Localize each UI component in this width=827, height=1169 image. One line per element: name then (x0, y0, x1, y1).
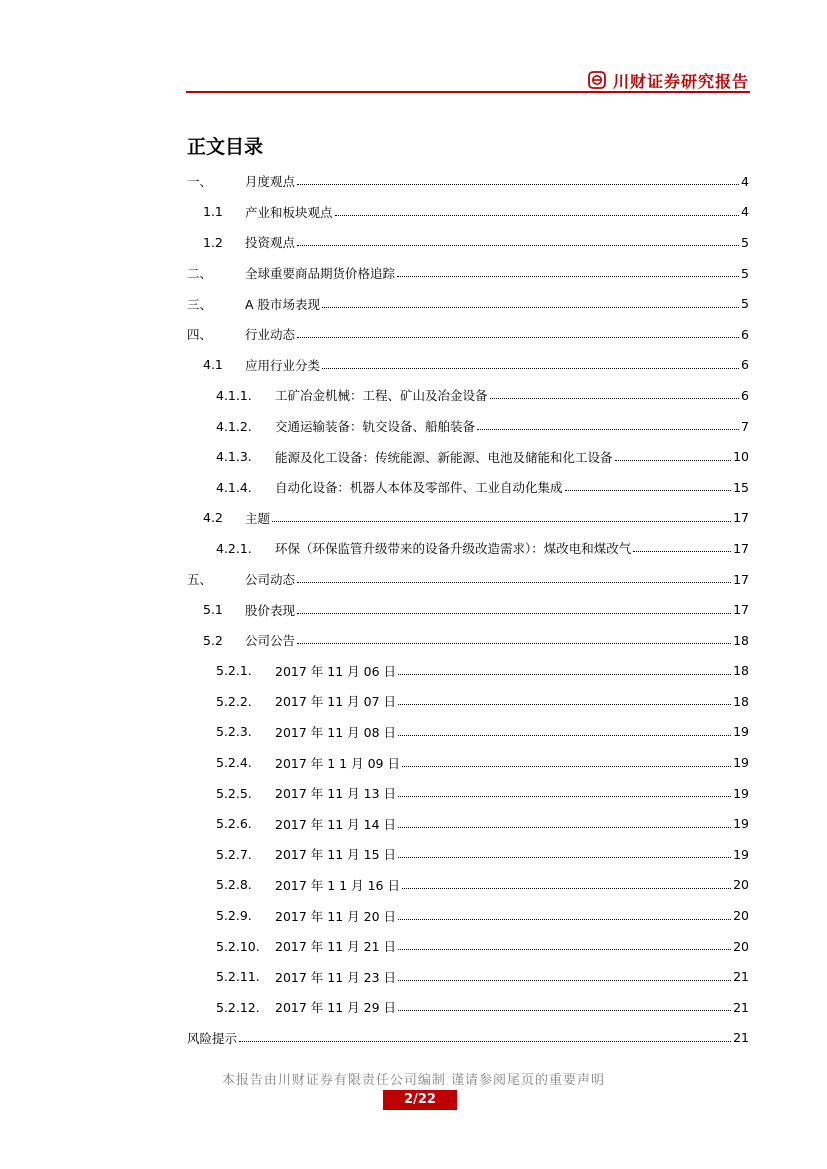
toc-dot-leader (398, 948, 731, 950)
toc-entry[interactable] (187, 839, 749, 870)
brand-title: 川财证券研究报告 (612, 71, 749, 91)
toc-entry-title: 主题 (245, 510, 271, 526)
toc-dot-leader (398, 703, 731, 705)
toc-entry-title: 2017 年 11 月 13 日 (275, 786, 396, 802)
toc-entry-number: 5.2 (203, 632, 223, 648)
toc-entry-title: 2017 年 11 月 23 日 (275, 969, 396, 985)
toc-entry-page: 10 (733, 449, 749, 465)
footer-disclaimer: 本报告由川财证券有限责任公司编制 谨请参阅尾页的重要声明 (221, 1073, 606, 1088)
toc-entry-title: 股价表现 (245, 602, 296, 618)
toc-entry[interactable] (187, 533, 749, 564)
toc-entry-page: 21 (733, 969, 749, 985)
toc-dot-leader (477, 428, 739, 430)
toc-entry[interactable] (187, 197, 749, 228)
toc-entry-title: 能源及化工设备：传统能源、新能源、电池及储能和化工设备 (275, 449, 613, 465)
toc-entry-page: 4 (741, 204, 749, 220)
toc-entry-page: 6 (741, 357, 749, 373)
toc-entry-title: 2017 年 11 月 20 日 (275, 908, 396, 924)
toc-dot-leader (297, 183, 739, 185)
toc-entry-title: 2017 年 11 月 06 日 (275, 663, 396, 679)
toc-entry-page: 7 (741, 418, 749, 434)
toc-title: 正文目录 (187, 136, 264, 158)
toc-entry-number: 4.1.3. (216, 449, 252, 465)
toc-dot-leader (272, 520, 731, 522)
toc-entry-page: 6 (741, 326, 749, 342)
toc-entry[interactable] (187, 870, 749, 901)
toc-entry-title: 交通运输装备：轨交设备、船舶装备 (275, 419, 476, 435)
toc-entry-number: 5.2.7. (216, 846, 252, 862)
toc-dot-leader (297, 336, 739, 338)
toc-dot-leader (565, 489, 732, 491)
toc-entry-number: 1.1 (203, 204, 223, 220)
toc-dot-leader (297, 612, 731, 614)
toc-entry-page: 4 (741, 173, 749, 189)
toc-entry-title: 风险提示 (187, 1030, 238, 1046)
toc-dot-leader (322, 367, 739, 369)
toc-entry[interactable] (187, 411, 749, 442)
toc-entry-page: 19 (733, 755, 749, 771)
toc-entry-page: 18 (733, 632, 749, 648)
toc-entry-number: 5.2.2. (216, 693, 252, 709)
toc-entry[interactable] (187, 625, 749, 656)
toc-entry[interactable] (187, 380, 749, 411)
toc-entry-page: 15 (733, 479, 749, 495)
toc-entry-title: 环保（环保监管升级带来的设备升级改造需求）：煤改电和煤改气 (275, 541, 632, 557)
toc-entry-title: 产业和板块观点 (245, 204, 333, 220)
toc-dot-leader (297, 581, 731, 583)
toc-entry-title: 工矿冶金机械：工程、矿山及冶金设备 (275, 388, 488, 404)
toc-entry-page: 5 (741, 234, 749, 250)
toc-entry[interactable] (187, 503, 749, 534)
toc-entry[interactable] (187, 350, 749, 381)
toc-entry[interactable] (187, 564, 749, 595)
toc-entry-page: 20 (733, 877, 749, 893)
toc-entry-number: 一、 (187, 174, 213, 190)
toc-entry[interactable] (187, 472, 749, 503)
toc-entry-page: 19 (733, 724, 749, 740)
toc-entry[interactable] (187, 808, 749, 839)
toc-entry[interactable] (187, 1023, 749, 1054)
toc-dot-leader (490, 397, 740, 399)
toc-entry-number: 4.1 (203, 357, 223, 373)
toc-entry-title: 2017 年 11 月 14 日 (275, 816, 396, 832)
toc-entry-title: 月度观点 (245, 174, 296, 190)
toc-entry-number: 5.2.3. (216, 724, 252, 740)
toc-entry-number: 二、 (187, 266, 213, 282)
toc-entry-title: 2017 年 1 1 月 16 日 (275, 877, 400, 893)
toc-entry-number: 5.2.8. (216, 877, 252, 893)
toc-entry-page: 19 (733, 846, 749, 862)
toc-entry-number: 5.2.12. (216, 999, 260, 1015)
toc-entry-number: 5.2.10. (216, 938, 260, 954)
toc-entry-number: 五、 (187, 572, 213, 588)
toc-dot-leader (398, 826, 731, 828)
toc-entry-title: 2017 年 11 月 08 日 (275, 724, 396, 740)
toc-entry[interactable] (187, 594, 749, 625)
toc-dot-leader (398, 979, 731, 981)
toc-entry-page: 20 (733, 908, 749, 924)
toc-dot-leader (398, 918, 731, 920)
toc-entry-number: 三、 (187, 296, 213, 312)
toc-dot-leader (398, 1009, 731, 1011)
toc-entry-number: 5.1 (203, 602, 223, 618)
toc-entry[interactable] (187, 319, 749, 350)
toc-entry[interactable] (187, 778, 749, 809)
toc-entry-page: 17 (733, 540, 749, 556)
toc-dot-leader (335, 214, 740, 216)
page-number-badge: 2/22 (383, 1090, 457, 1110)
toc-dot-leader (633, 550, 731, 552)
toc-dot-leader (297, 244, 739, 246)
toc-dot-leader (402, 765, 731, 767)
toc-entry-page: 18 (733, 693, 749, 709)
toc-entry[interactable] (187, 992, 749, 1023)
toc-entry-page: 21 (733, 1030, 749, 1046)
toc-entry-title: 2017 年 1 1 月 09 日 (275, 755, 400, 771)
toc-entry[interactable] (187, 227, 749, 258)
toc-dot-leader (398, 673, 731, 675)
toc-dot-leader (322, 306, 739, 308)
toc-dot-leader (402, 887, 731, 889)
toc-entry-number: 5.2.6. (216, 816, 252, 832)
toc-entry-title: 2017 年 11 月 21 日 (275, 939, 396, 955)
toc-entry-page: 20 (733, 938, 749, 954)
toc-entry[interactable] (187, 656, 749, 687)
table-of-contents (187, 166, 749, 1053)
toc-entry-page: 6 (741, 387, 749, 403)
toc-dot-leader (398, 795, 731, 797)
toc-entry-title: 全球重要商品期货价格追踪 (245, 266, 396, 282)
toc-entry-number: 4.1.1. (216, 387, 252, 403)
toc-entry-page: 17 (733, 571, 749, 587)
toc-entry[interactable] (187, 961, 749, 992)
toc-entry-number: 5.2.5. (216, 785, 252, 801)
toc-dot-leader (397, 275, 739, 277)
toc-dot-leader (615, 459, 732, 461)
toc-entry-number: 4.2 (203, 510, 223, 526)
toc-dot-leader (239, 1040, 731, 1042)
report-header (588, 68, 749, 92)
toc-entry-number: 四、 (187, 327, 213, 343)
toc-entry-title: 2017 年 11 月 07 日 (275, 694, 396, 710)
toc-entry-number: 5.2.11. (216, 969, 260, 985)
toc-entry-page: 17 (733, 510, 749, 526)
toc-entry-page: 19 (733, 816, 749, 832)
toc-entry[interactable] (187, 166, 749, 197)
toc-entry-title: 2017 年 11 月 15 日 (275, 847, 396, 863)
toc-entry[interactable] (187, 686, 749, 717)
toc-entry-title: 应用行业分类 (245, 357, 321, 373)
toc-entry-number: 4.1.2. (216, 418, 252, 434)
toc-entry[interactable] (187, 717, 749, 748)
toc-entry-page: 17 (733, 602, 749, 618)
toc-entry-title: 投资观点 (245, 235, 296, 251)
toc-entry[interactable] (187, 900, 749, 931)
toc-entry[interactable] (187, 931, 749, 962)
chuancai-logo-icon (588, 71, 606, 89)
toc-entry-title: A 股市场表现 (245, 296, 321, 312)
toc-entry-page: 21 (733, 999, 749, 1015)
toc-entry-number: 4.2.1. (216, 540, 252, 556)
toc-dot-leader (398, 734, 731, 736)
toc-entry-number: 5.2.4. (216, 755, 252, 771)
toc-entry[interactable] (187, 747, 749, 778)
toc-entry-page: 5 (741, 265, 749, 281)
toc-dot-leader (398, 856, 731, 858)
toc-entry-title: 公司公告 (245, 633, 296, 649)
toc-entry-page: 19 (733, 785, 749, 801)
toc-entry[interactable] (187, 441, 749, 472)
toc-dot-leader (297, 642, 731, 644)
toc-entry-number: 5.2.1. (216, 663, 252, 679)
header-divider (186, 91, 750, 93)
toc-entry-number: 4.1.4. (216, 479, 252, 495)
toc-entry-title: 行业动态 (245, 327, 296, 343)
toc-entry-title: 2017 年 11 月 29 日 (275, 1000, 396, 1016)
toc-entry[interactable] (187, 258, 749, 289)
toc-entry-page: 5 (741, 296, 749, 312)
toc-entry-number: 5.2.9. (216, 908, 252, 924)
toc-entry-number: 1.2 (203, 234, 223, 250)
toc-entry-title: 自动化设备：机器人本体及零部件、工业自动化集成 (275, 480, 563, 496)
toc-entry[interactable] (187, 288, 749, 319)
toc-entry-page: 18 (733, 663, 749, 679)
toc-entry-title: 公司动态 (245, 572, 296, 588)
